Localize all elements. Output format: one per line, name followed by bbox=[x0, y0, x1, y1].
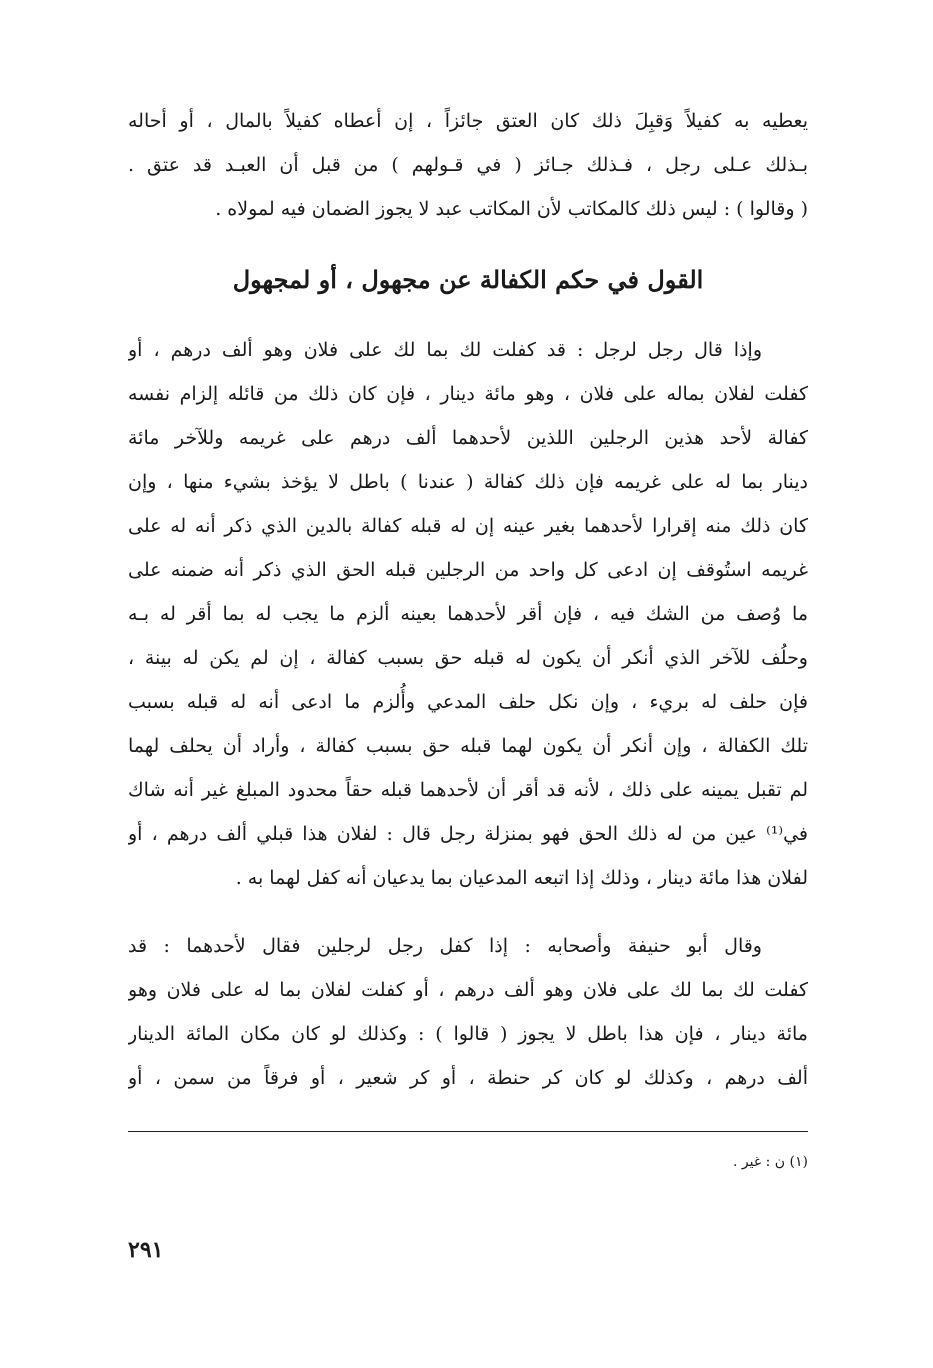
text-line: وحلُف للآخر الذي أنكر أن يكون له قبله حق بسبب كفالة ، إن لم يكن له بينة ، bbox=[128, 647, 808, 669]
text-line: غريمه استُوقف إن ادعى كل واحد من الرجلين قبله الحق الذي ذكر أنه ضمنه على bbox=[128, 559, 808, 581]
text-line: كفالة لأحد هذين الرجلين اللذين لأحدهما ألف درهم على غريمه وللآخر مائة bbox=[128, 427, 808, 449]
text-line: وقال أبو حنيفة وأصحابه : إذا كفل رجل لرجلين فقال لأحدهما : قد bbox=[128, 935, 762, 957]
page-number: ٢٩١ bbox=[128, 1237, 164, 1263]
text-line: يعطيه به كفيلاً وَقبِلَ ذلك كان العتق جائزاً ، إن أعطاه كفيلاً بالمال ، أو أحاله bbox=[128, 110, 808, 132]
main-paragraph bbox=[128, 328, 808, 900]
footnote-divider bbox=[128, 1131, 808, 1132]
text-line: لم تقبل يمينه على ذلك ، لأنه قد أقر أن لأحدهما قبله حقاً محدود المبلغ غير أنه شاك bbox=[128, 779, 808, 801]
text-line: تلك الكفالة ، وإن أنكر أن يكون لهما قبله حق بسبب كفالة ، وأراد أن يحلف لهما bbox=[128, 735, 808, 757]
text-line: فإن حلف له بريء ، وإن نكل حلف المدعي وأُلزم ما ادعى أنه له قبله بسبب bbox=[128, 691, 808, 713]
text-line: كان ذلك منه إقرارا لأحدهما بغير عينه إن له قبله كفالة بالدين الذي ذكر أنه له على bbox=[128, 515, 808, 537]
footnote: (١) ن : غير . bbox=[733, 1154, 808, 1170]
text-line: وإذا قال رجل لرجل : قد كفلت لك بما لك على فلان وهو ألف درهم ، أو bbox=[128, 339, 762, 361]
text-line: كفلت لك بما لك على فلان وهو ألف درهم ، أو كفلت لفلان بما له على فلان وهو bbox=[128, 979, 808, 1001]
text-line: دينار بما له على غريمه فإن ذلك كفالة ( عندنا ) باطل لا يؤخذ بشيء منها ، وإن bbox=[128, 471, 808, 493]
second-paragraph bbox=[128, 924, 808, 1100]
section-heading: القول في حكم الكفالة عن مجهول ، أو لمجهول bbox=[232, 265, 704, 294]
text-line: في⁽¹⁾ عين من له ذلك الحق فهو بمنزلة رجل قال : لفلان هذا قبلي ألف درهم ، أو bbox=[128, 823, 808, 845]
text-line: كفلت لفلان بماله على فلان ، وهو مائة دينار ، فإن كان ذلك من قائله إلزام نفسه bbox=[128, 383, 808, 405]
intro-paragraph bbox=[128, 99, 808, 231]
text-line: لفلان هذا مائة دينار ، وذلك إذا اتبعه المدعيان بما يدعيان أنه كفل لهما به . bbox=[235, 867, 808, 889]
text-line: مائة دينار ، فإن هذا باطل لا يجوز ( قالوا ) : وكذلك لو كان مكان المائة الدينار bbox=[128, 1023, 808, 1045]
text-line: ( وقالوا ) : ليس ذلك كالمكاتب لأن المكاتب عبد لا يجوز الضمان فيه لمولاه . bbox=[215, 198, 808, 220]
text-line: بـذلك عـلى رجل ، فـذلك جـائز ( في قـولهم ) من قبل أن العبـد قد عتق . bbox=[128, 154, 808, 176]
text-line: ألف درهم ، وكذلك لو كان كر حنطة ، أو كر شعير ، أو فرقاً من سمن ، أو bbox=[128, 1067, 808, 1089]
text-line: ما وُصف من الشك فيه ، فإن أقر لأحدهما بعينه ألزم ما يجب له بما أقر له بـه bbox=[128, 603, 808, 625]
